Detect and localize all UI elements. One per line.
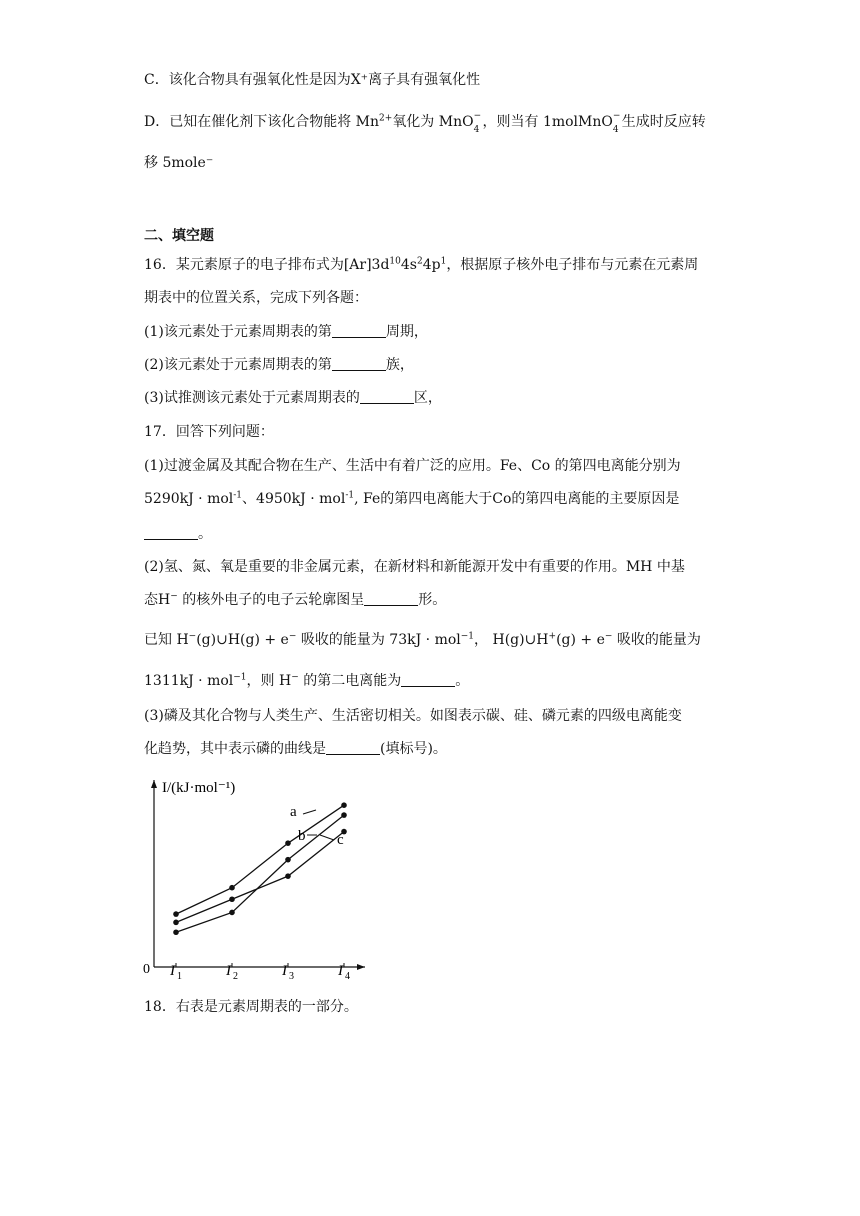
x-tick-label: I [282,963,287,979]
answer-blank[interactable] [401,672,455,687]
q17-p2-line-3 [144,630,701,650]
option-c-text: C．该化合物具有强氧化性是因为X⁺离子具有强氧化性 [144,72,481,88]
q16-text-4p: 4p [422,257,441,273]
x-tick-label: I [170,963,175,979]
q17-p3-line-2 [144,739,447,759]
answer-blank[interactable] [326,740,380,755]
q17-eq2-k: 吸收的能量为 [612,632,701,648]
data-point-b [341,812,347,818]
q17-eq2-h: + [548,631,557,642]
q16-p1-text: (1)该元素处于元素周期表的第 [144,324,332,340]
q17-p2-line-2 [144,590,446,610]
x-tick-label: I [226,963,231,979]
series-line-c [176,832,344,923]
data-point-c [173,920,179,926]
q18-text: 18．右表是元素周期表的一部分。 [144,999,358,1015]
option-d-text-d: ，则当有 1molMnO [482,114,613,130]
series-leader-c [320,835,334,840]
answer-blank[interactable] [360,389,414,404]
permanganate-ion-1: − 4 [473,111,482,135]
permanganate-ion-2: − 4 [612,111,621,135]
q17-p3-line2-b: (填标号)。 [380,741,447,757]
option-c [144,70,480,90]
q17-p2-line2-text: 的核外电子的电子云轮廓图呈 [177,592,365,608]
q16-text-4s: 4s [400,257,417,273]
ionization-energy-chart [140,772,380,982]
q16-part-1 [144,322,428,342]
q17-p1-period: 。 [198,526,212,542]
q17-eq1-a: 已知 H [144,632,189,648]
q17-hydride-label: 态H [144,592,171,608]
q17-p1-line1-text: (1)过渡金属及其配合物在生产、生活中有着广泛的应用。Fe、Co 的第四电离能分别为 [144,458,681,474]
x-axis-arrow [357,964,365,970]
q16-p2-text: (2)该元素处于元素周期表的第 [144,357,332,373]
series-line-b [176,815,344,932]
option-d-text-a: D．已知在催化剂下该化合物能将 Mn [144,114,380,130]
answer-blank[interactable] [332,323,386,338]
q16-sup-3d: 10 [389,256,401,267]
q17-p3-line-1 [144,706,682,726]
q17-eq2-value: 1311kJ · mol [144,673,234,689]
data-point-a [173,911,179,917]
series-label-c: c [337,832,344,848]
q17-fe-unit-exp: -1 [233,490,243,501]
q16-p2-suffix: 族， [385,357,414,373]
q17-p1-line-1 [144,456,681,476]
series-label-a: a [290,804,297,820]
y-axis-arrow [151,780,157,788]
q17-fe-value: 5290kJ · mol [144,491,234,507]
q16-sup-4s: 2 [416,256,423,267]
x-tick-label: I [338,963,343,979]
q16-text-a: 16．某元素原子的电子排布式为[Ar]3d [144,257,390,273]
q17-p2-line4-c: ，则 H [246,673,292,689]
q17-eq1-c: (g)∪H(g) + e [196,632,289,648]
q17-p2-line-4 [144,671,469,691]
q17-eq2-exp: −1 [233,672,247,683]
data-point-c [229,896,235,902]
q17-p2-line4-d: − [291,672,299,683]
q17-p2-line-1 [144,557,685,577]
data-point-b [229,910,235,916]
section-title [144,226,214,246]
data-point-b [285,857,291,863]
x-tick-label-subscript: 2 [233,971,238,982]
q17-p3-line2-a: 化趋势，其中表示磷的曲线是 [144,741,326,757]
q16-p1-suffix: 周期， [385,324,428,340]
q17-co-value: 、4950kJ · mol [242,491,346,507]
series-line-a [176,805,344,914]
q16-part-2 [144,355,414,375]
q16-text-g: ，根据原子核外电子排布与元素在元素周 [446,257,699,273]
option-d-mn-charge: 2+ [379,113,393,124]
q17-p2-line4-f: 。 [455,673,470,689]
q17-p2-line1-text: (2)氢、氮、氧是重要的非金属元素，在新材料和新能源开发中有重要的作用。MH 中基 [144,559,685,575]
series-leader-a [303,810,316,814]
q17-eq1-d: − [288,631,297,642]
q17-eq1-f: −1 [460,631,475,642]
q17-p1-line-2 [144,489,679,509]
y-axis-label: I/(kJ·mol⁻¹) [162,780,236,796]
q16-line-2 [144,288,368,308]
origin-label: 0 [143,962,150,977]
data-point-a [341,802,347,808]
q16-p3-suffix: 区， [413,390,442,406]
option-d-text-e: 生成时反应转 [621,114,706,130]
q18-line [144,997,358,1017]
option-d-line-1 [144,111,706,135]
answer-blank[interactable] [332,356,386,371]
q17-p2-line2-suffix: 形。 [418,592,447,608]
q17-eq1-b: − [188,631,197,642]
q17-hydride-charge: − [170,591,178,602]
x-tick-label-subscript: 3 [289,971,294,982]
q17-eq2-i: (g) + e [556,632,605,648]
q17-head-text: 17．回答下列问题： [144,424,274,440]
q17-p1-line2-text: , Fe的第四电离能大于Co的第四电离能的主要原因是 [354,491,680,507]
option-d-line-2 [144,153,213,173]
q17-p3-line1-text: (3)磷及其化合物与人类生产、生活密切相关。如图表示碳、硅、磷元素的四级电离能变 [144,708,682,724]
q17-p1-line-3 [144,524,212,544]
q17-eq2-j: − [604,631,613,642]
answer-blank[interactable] [364,591,418,606]
data-point-b [173,929,179,935]
q16-line2-text: 期表中的位置关系，完成下列各题： [144,290,368,306]
q16-sup-4p: 1 [440,256,447,267]
x-tick-label-subscript: 1 [177,971,182,982]
q16-part-3 [144,388,442,408]
data-point-a [229,885,235,891]
option-d-text-line2: 移 5mole⁻ [144,155,214,171]
data-point-a [285,840,291,846]
q17-eq1-e: 吸收的能量为 73kJ · mol [296,632,461,648]
q17-co-unit-exp: -1 [345,490,355,501]
q17-head [144,422,274,442]
answer-blank[interactable] [144,525,198,540]
series-label-b: b [298,828,306,844]
q17-eq2-g: ， H(g)∪H [474,632,549,648]
q17-p2-line4-e: 的第二电离能为 [298,673,402,689]
section-title-text: 二、填空题 [144,228,214,244]
q16-p3-text: (3)试推测该元素处于元素周期表的 [144,390,360,406]
q16-line-1 [144,255,698,275]
data-point-c [285,873,291,879]
x-tick-label-subscript: 4 [345,971,350,982]
option-d-text-c: 氧化为 MnO [392,114,474,130]
